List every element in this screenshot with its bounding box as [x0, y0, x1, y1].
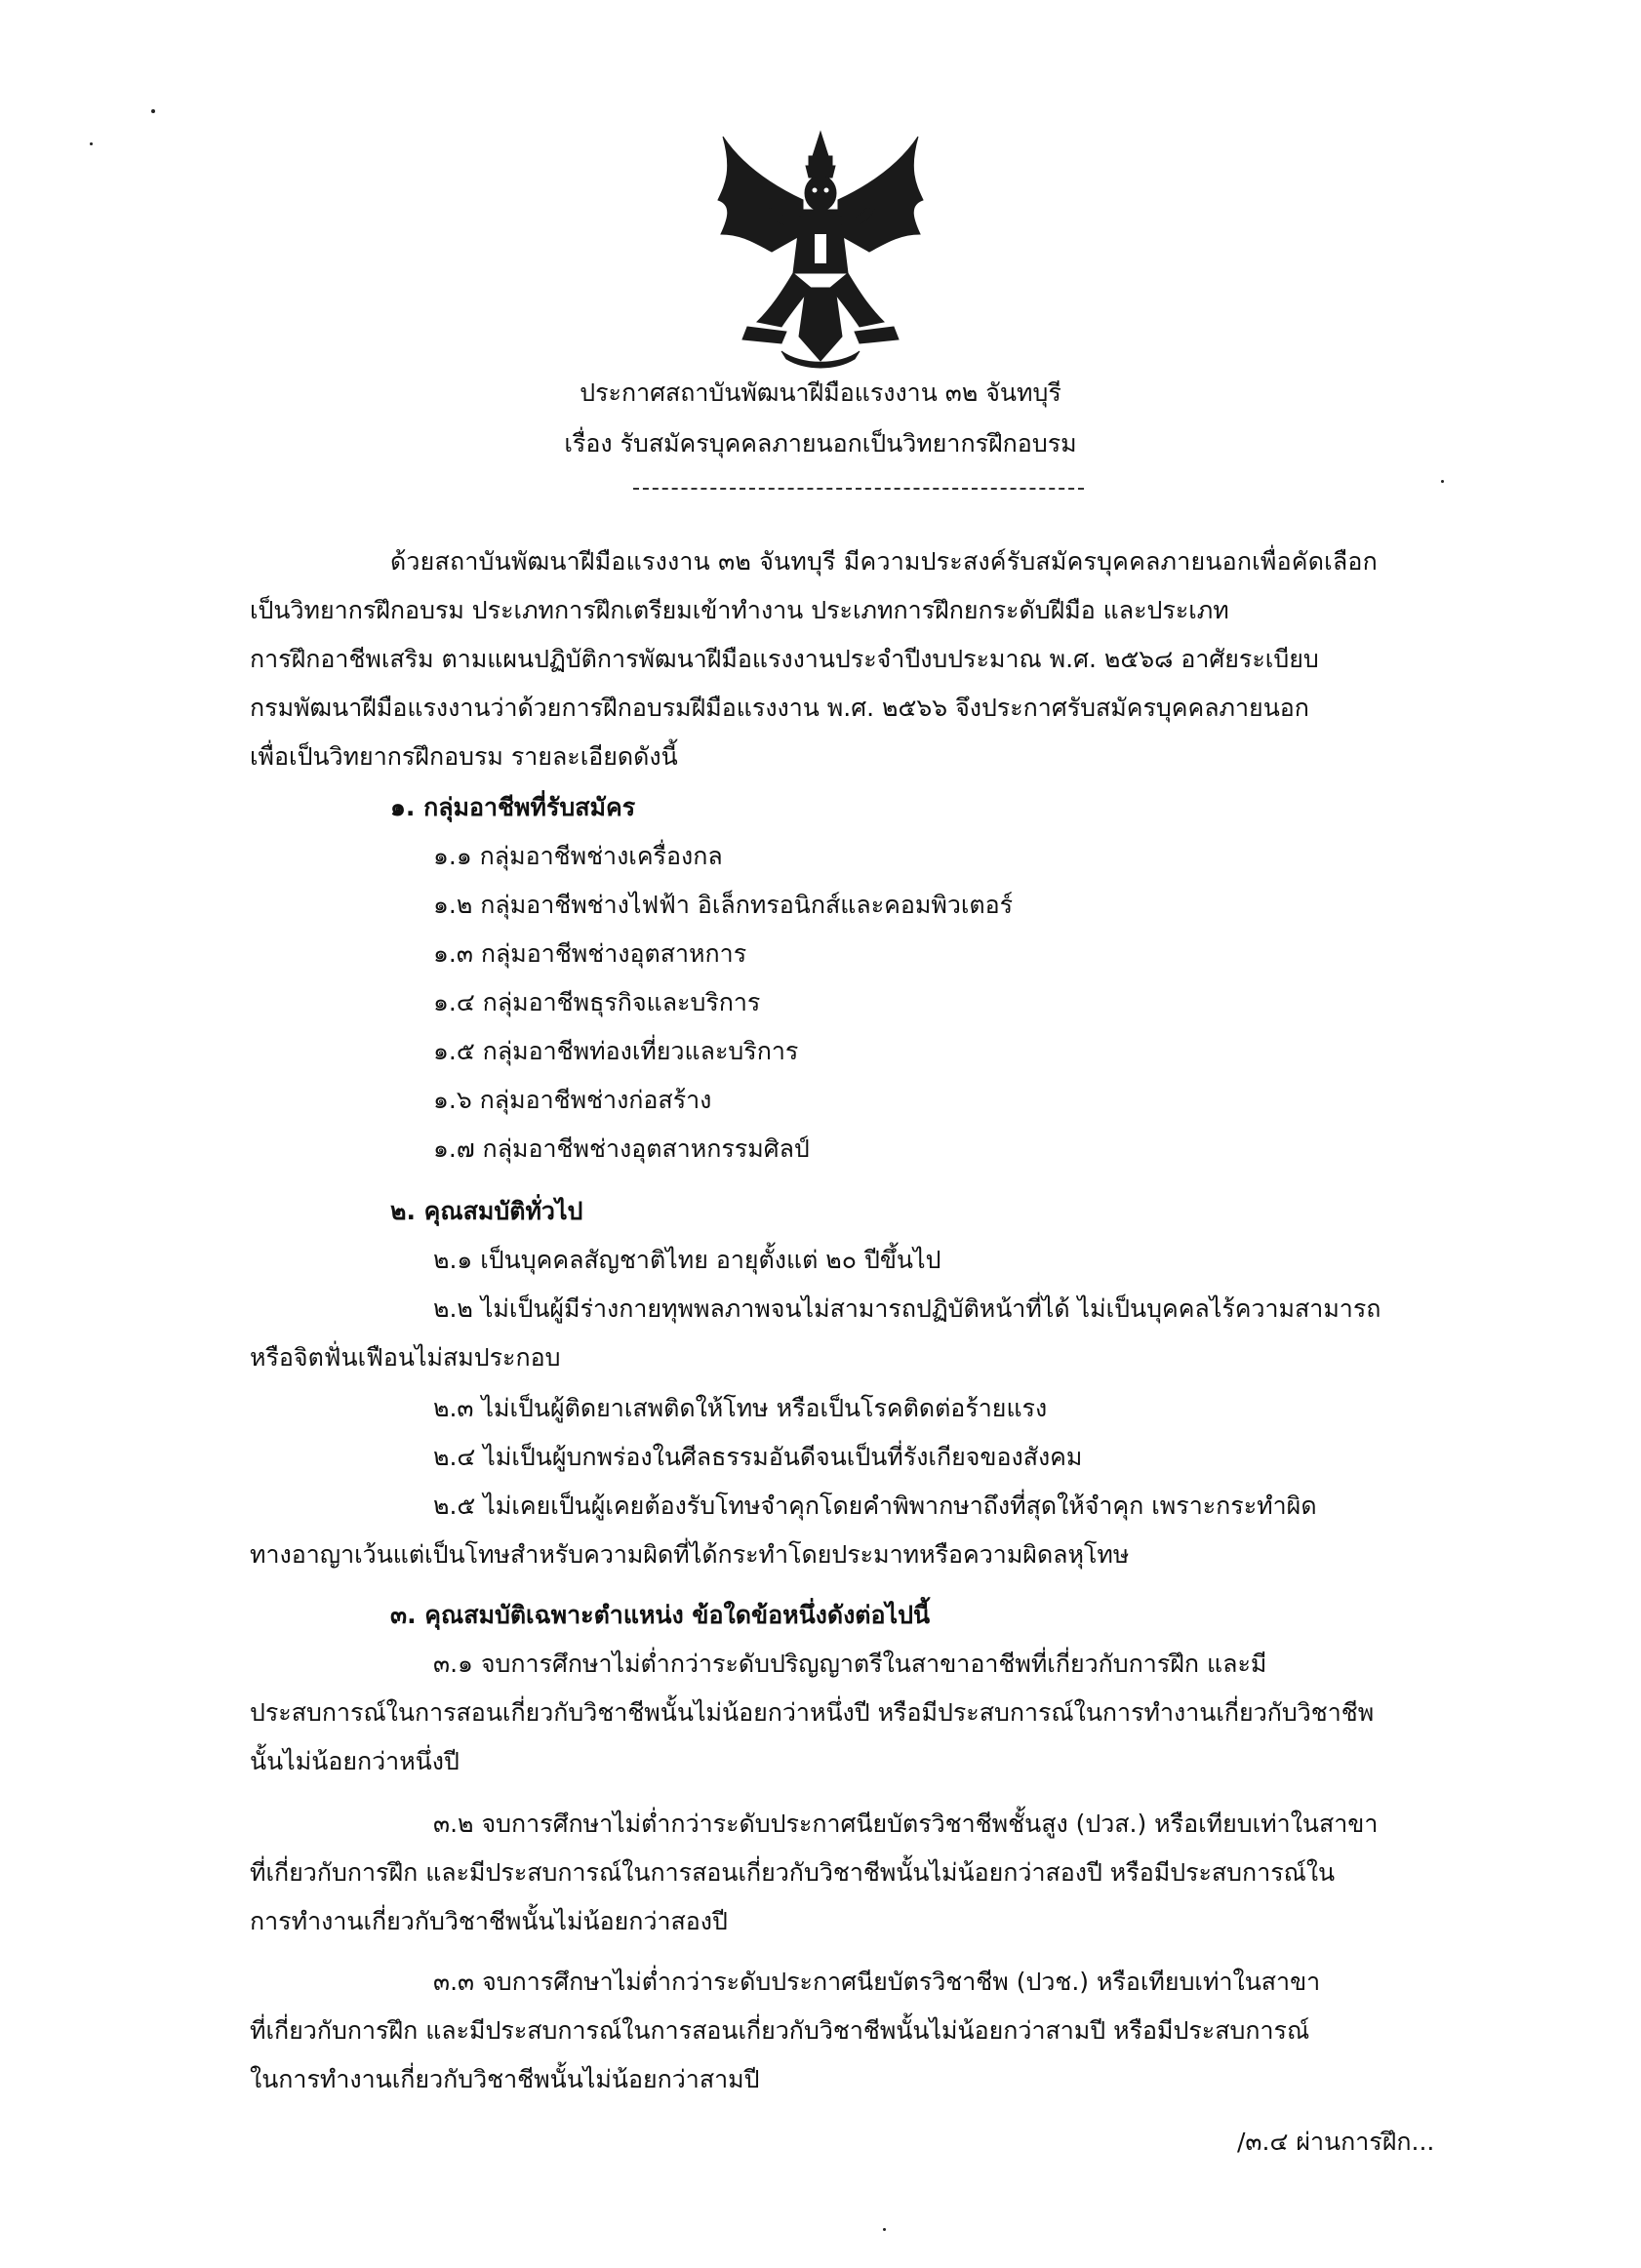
scan-speck [1441, 480, 1444, 483]
intro-line: ด้วยสถาบันพัฒนาฝีมือแรงงาน ๓๒ จันทบุรี มีความประสงค์รับสมัครบุคคลภายนอกเพื่อคัดเลือก [390, 547, 1378, 576]
announcement-title: ประกาศสถาบันพัฒนาฝีมือแรงงาน ๓๒ จันทบุรี [580, 378, 1061, 407]
list-item: ๑.๗ กลุ่มอาชีพช่างอุตสาหกรรมศิลป์ [433, 1134, 810, 1163]
section2-heading: ๒. คุณสมบัติทั่วไป [390, 1197, 583, 1225]
list-item: ๓.๑ จบการศึกษาไม่ต่ำกว่าระดับปริญญาตรีในสาขาอาชีพที่เกี่ยวกับการฝึก และมี [433, 1650, 1267, 1678]
list-item: ๑.๖ กลุ่มอาชีพช่างก่อสร้าง [433, 1086, 712, 1114]
section3-heading: ๓. คุณสมบัติเฉพาะตำแหน่ง ข้อใดข้อหนึ่งดังต่อไปนี้ [390, 1601, 931, 1629]
intro-line: เพื่อเป็นวิทยากรฝึกอบรม รายละเอียดดังนี้ [250, 742, 678, 771]
list-item: ๑.๑ กลุ่มอาชีพช่างเครื่องกล [433, 842, 723, 870]
list-item-continuation: การทำงานเกี่ยวกับวิชาชีพนั้นไม่น้อยกว่าสองปี [250, 1907, 728, 1935]
list-item: ๓.๒ จบการศึกษาไม่ต่ำกว่าระดับประกาศนียบัตรวิชาชีพชั้นสูง (ปวส.) หรือเทียบเท่าในสาขา [433, 1810, 1379, 1838]
list-item: ๑.๓ กลุ่มอาชีพช่างอุตสาหการ [433, 939, 747, 968]
list-item: ๑.๔ กลุ่มอาชีพธุรกิจและบริการ [433, 988, 761, 1016]
scan-speck [151, 109, 155, 113]
list-item: ๑.๒ กลุ่มอาชีพช่างไฟฟ้า อิเล็กทรอนิกส์และคอมพิวเตอร์ [433, 891, 1014, 919]
list-item-continuation: ที่เกี่ยวกับการฝึก และมีประสบการณ์ในการสอนเกี่ยวกับวิชาชีพนั้นไม่น้อยกว่าสามปี หรือมีประสบการณ์ [250, 2016, 1310, 2045]
title-divider [633, 488, 1084, 490]
list-item: ๒.๕ ไม่เคยเป็นผู้เคยต้องรับโทษจำคุกโดยคำพิพากษาถึงที่สุดให้จำคุก เพราะกระทำผิด [433, 1492, 1317, 1520]
list-item-continuation: ที่เกี่ยวกับการฝึก และมีประสบการณ์ในการสอนเกี่ยวกับวิชาชีพนั้นไม่น้อยกว่าสองปี หรือมีประสบการณ์ใน [250, 1858, 1336, 1887]
list-item: ๒.๔ ไม่เป็นผู้บกพร่องในศีลธรรมอันดีจนเป็นที่รังเกียจของสังคม [433, 1443, 1083, 1471]
scan-speck [883, 2228, 886, 2231]
list-item-continuation: ทางอาญาเว้นแต่เป็นโทษสำหรับความผิดที่ได้กระทำโดยประมาทหรือความผิดลหุโทษ [250, 1540, 1130, 1569]
intro-line: เป็นวิทยากรฝึกอบรม ประเภทการฝึกเตรียมเข้าทำงาน ประเภทการฝึกยกระดับฝีมือ และประเภท [250, 596, 1229, 624]
list-item: ๓.๓ จบการศึกษาไม่ต่ำกว่าระดับประกาศนียบัตรวิชาชีพ (ปวช.) หรือเทียบเท่าในสาขา [433, 1968, 1321, 1996]
announcement-subject: เรื่อง รับสมัครบุคคลภายนอกเป็นวิทยากรฝึกอบรม [564, 429, 1077, 458]
list-item-continuation: ประสบการณ์ในการสอนเกี่ยวกับวิชาชีพนั้นไม่น้อยกว่าหนึ่งปี หรือมีประสบการณ์ในการทำงานเกี่ยวกับวิชาชีพ [250, 1698, 1375, 1727]
scan-speck [90, 142, 93, 145]
list-item-continuation: ในการทำงานเกี่ยวกับวิชาชีพนั้นไม่น้อยกว่าสามปี [250, 2065, 760, 2093]
intro-line: การฝึกอาชีพเสริม ตามแผนปฏิบัติการพัฒนาฝีมือแรงงานประจำปีงบประมาณ พ.ศ. ๒๕๖๘ อาศัยระเบียบ [250, 645, 1319, 673]
list-item-continuation: นั้นไม่น้อยกว่าหนึ่งปี [250, 1747, 460, 1775]
garuda-emblem-icon [713, 127, 928, 371]
list-item: ๒.๓ ไม่เป็นผู้ติดยาเสพติดให้โทษ หรือเป็นโรคติดต่อร้ายแรง [433, 1394, 1048, 1422]
continuation-note: /๓.๔ ผ่านการฝึก... [1237, 2128, 1435, 2156]
list-item-continuation: หรือจิตฟั่นเฟือนไม่สมประกอบ [250, 1343, 561, 1372]
list-item: ๑.๕ กลุ่มอาชีพท่องเที่ยวและบริการ [433, 1037, 799, 1065]
intro-line: กรมพัฒนาฝีมือแรงงานว่าด้วยการฝึกอบรมฝีมือแรงงาน พ.ศ. ๒๕๖๖ จึงประกาศรับสมัครบุคคลภายนอก [250, 694, 1309, 722]
list-item: ๒.๒ ไม่เป็นผู้มีร่างกายทุพพลภาพจนไม่สามารถปฏิบัติหน้าที่ได้ ไม่เป็นบุคคลไร้ความสามารถ [433, 1294, 1381, 1323]
list-item: ๒.๑ เป็นบุคคลสัญชาติไทย อายุตั้งแต่ ๒๐ ปีขึ้นไป [433, 1246, 941, 1274]
section1-heading: ๑. กลุ่มอาชีพที่รับสมัคร [390, 793, 636, 821]
